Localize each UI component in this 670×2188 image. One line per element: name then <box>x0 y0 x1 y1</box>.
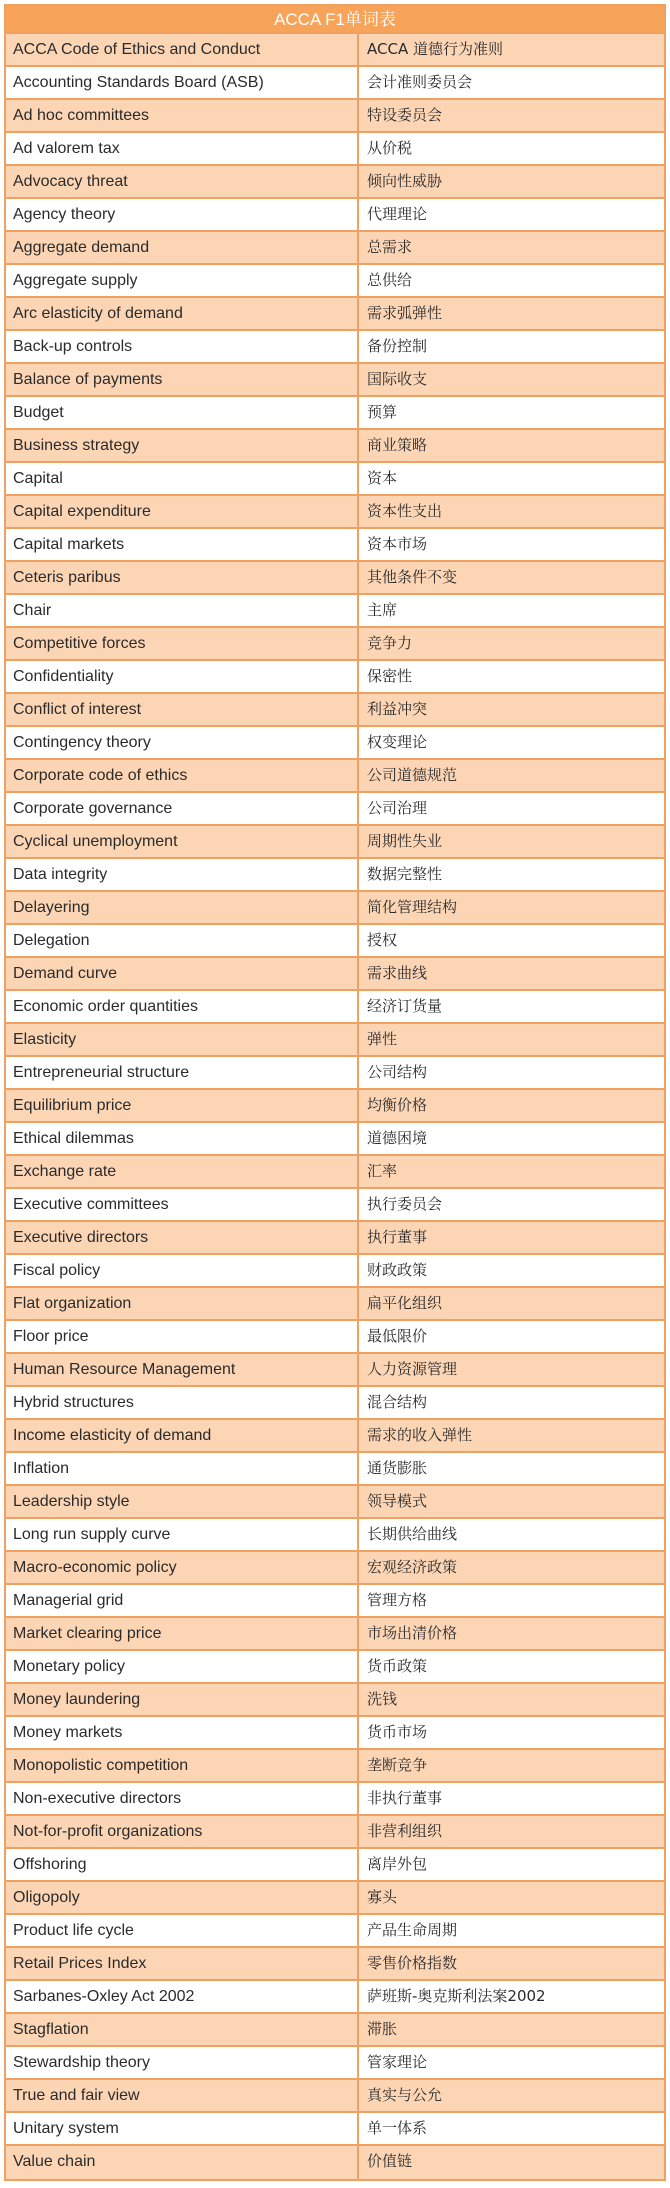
term-english: Offshoring <box>6 1849 359 1880</box>
term-english: Economic order quantities <box>6 991 359 1022</box>
term-chinese: 真实与公允 <box>367 2086 443 2104</box>
term-chinese: 市场出清价格 <box>367 1624 458 1642</box>
term-english: Capital <box>6 463 359 494</box>
glossary-table <box>4 4 666 2181</box>
term-english: Inflation <box>6 1453 359 1484</box>
term-english: Oligopoly <box>6 1882 359 1913</box>
term-english: Sarbanes-Oxley Act 2002 <box>6 1981 359 2012</box>
term-english: Human Resource Management <box>6 1354 359 1385</box>
table-row <box>6 826 664 859</box>
term-chinese: 扁平化组织 <box>367 1294 443 1312</box>
term-english: Long run supply curve <box>6 1519 359 1550</box>
table-row <box>6 34 664 67</box>
term-english: Agency theory <box>6 199 359 230</box>
term-chinese: 领导模式 <box>367 1492 428 1510</box>
table-row <box>6 2146 664 2179</box>
table-row <box>6 1453 664 1486</box>
table-row <box>6 793 664 826</box>
table-row <box>6 1255 664 1288</box>
table-row <box>6 1585 664 1618</box>
term-chinese: 人力资源管理 <box>367 1360 458 1378</box>
term-english: Aggregate supply <box>6 265 359 296</box>
table-row <box>6 1849 664 1882</box>
table-row <box>6 925 664 958</box>
term-english: Chair <box>6 595 359 626</box>
term-english: Market clearing price <box>6 1618 359 1649</box>
term-chinese: ACCA 道德行为准则 <box>367 40 503 58</box>
term-english: Unitary system <box>6 2113 359 2144</box>
term-english: Corporate code of ethics <box>6 760 359 791</box>
term-chinese: 其他条件不变 <box>367 568 458 586</box>
table-row <box>6 397 664 430</box>
table-row <box>6 1024 664 1057</box>
term-english: Stewardship theory <box>6 2047 359 2078</box>
term-chinese: 离岸外包 <box>367 1855 428 1873</box>
term-english: Aggregate demand <box>6 232 359 263</box>
table-row <box>6 529 664 562</box>
table-row <box>6 496 664 529</box>
table-row <box>6 2113 664 2146</box>
term-english: Cyclical unemployment <box>6 826 359 857</box>
term-english: Flat organization <box>6 1288 359 1319</box>
term-chinese: 混合结构 <box>367 1393 428 1411</box>
term-chinese: 权变理论 <box>367 733 428 751</box>
table-row <box>6 298 664 331</box>
table-row <box>6 133 664 166</box>
term-english: Budget <box>6 397 359 428</box>
table-row <box>6 1057 664 1090</box>
term-chinese: 需求曲线 <box>367 964 428 982</box>
term-english: Non-executive directors <box>6 1783 359 1814</box>
table-row <box>6 1420 664 1453</box>
term-chinese: 资本市场 <box>367 535 428 553</box>
term-chinese: 最低限价 <box>367 1327 428 1345</box>
table-row <box>6 100 664 133</box>
term-chinese: 非营利组织 <box>367 1822 443 1840</box>
term-english: Corporate governance <box>6 793 359 824</box>
term-english: Product life cycle <box>6 1915 359 1946</box>
table-row <box>6 265 664 298</box>
table-row <box>6 1552 664 1585</box>
term-english: Stagflation <box>6 2014 359 2045</box>
term-chinese: 公司治理 <box>367 799 428 817</box>
term-english: Accounting Standards Board (ASB) <box>6 67 359 98</box>
table-row <box>6 463 664 496</box>
table-row <box>6 1651 664 1684</box>
table-body <box>6 34 664 2179</box>
term-english: Managerial grid <box>6 1585 359 1616</box>
term-english: ACCA Code of Ethics and Conduct <box>6 34 359 65</box>
table-row <box>6 958 664 991</box>
term-english: Retail Prices Index <box>6 1948 359 1979</box>
term-chinese: 竞争力 <box>367 634 413 652</box>
term-chinese: 长期供给曲线 <box>367 1525 458 1543</box>
term-english: Leadership style <box>6 1486 359 1517</box>
term-chinese: 从价税 <box>367 139 413 157</box>
table-row <box>6 166 664 199</box>
table-row <box>6 1750 664 1783</box>
table-row <box>6 1684 664 1717</box>
term-english: Macro-economic policy <box>6 1552 359 1583</box>
term-chinese: 垄断竞争 <box>367 1756 428 1774</box>
term-chinese: 经济订货量 <box>367 997 443 1015</box>
term-english: Monetary policy <box>6 1651 359 1682</box>
table-row <box>6 1783 664 1816</box>
table-row <box>6 694 664 727</box>
term-chinese: 单一体系 <box>367 2119 428 2137</box>
term-chinese: 寡头 <box>367 1888 398 1906</box>
term-english: Money laundering <box>6 1684 359 1715</box>
table-title: ACCA F1单词表 <box>6 6 664 34</box>
table-row <box>6 1288 664 1321</box>
term-english: Income elasticity of demand <box>6 1420 359 1451</box>
term-english: Monopolistic competition <box>6 1750 359 1781</box>
term-english: True and fair view <box>6 2080 359 2111</box>
table-row <box>6 595 664 628</box>
term-chinese: 需求的收入弹性 <box>367 1426 473 1444</box>
term-chinese: 保密性 <box>367 667 413 685</box>
term-chinese: 均衡价格 <box>367 1096 428 1114</box>
term-chinese: 汇率 <box>367 1162 398 1180</box>
table-row <box>6 1156 664 1189</box>
table-row <box>6 1354 664 1387</box>
term-chinese: 货币市场 <box>367 1723 428 1741</box>
term-chinese: 倾向性威胁 <box>367 172 443 190</box>
table-row <box>6 430 664 463</box>
term-english: Executive committees <box>6 1189 359 1220</box>
term-chinese: 滞胀 <box>367 2020 398 2038</box>
term-english: Contingency theory <box>6 727 359 758</box>
table-row <box>6 562 664 595</box>
table-row <box>6 991 664 1024</box>
term-english: Entrepreneurial structure <box>6 1057 359 1088</box>
term-english: Capital expenditure <box>6 496 359 527</box>
term-chinese: 宏观经济政策 <box>367 1558 458 1576</box>
table-row <box>6 760 664 793</box>
table-row <box>6 1948 664 1981</box>
table-row <box>6 364 664 397</box>
term-english: Balance of payments <box>6 364 359 395</box>
term-chinese: 洗钱 <box>367 1690 398 1708</box>
term-english: Value chain <box>6 2146 359 2179</box>
table-row <box>6 1981 664 2014</box>
term-chinese: 主席 <box>367 601 398 619</box>
term-english: Advocacy threat <box>6 166 359 197</box>
term-english: Exchange rate <box>6 1156 359 1187</box>
term-english: Ceteris paribus <box>6 562 359 593</box>
term-english: Competitive forces <box>6 628 359 659</box>
term-english: Floor price <box>6 1321 359 1352</box>
term-chinese: 管理方格 <box>367 1591 428 1609</box>
term-english: Conflict of interest <box>6 694 359 725</box>
term-chinese: 代理理论 <box>367 205 428 223</box>
term-english: Money markets <box>6 1717 359 1748</box>
table-row <box>6 1915 664 1948</box>
table-row <box>6 727 664 760</box>
table-row <box>6 199 664 232</box>
table-row <box>6 661 664 694</box>
term-english: Data integrity <box>6 859 359 890</box>
term-chinese: 数据完整性 <box>367 865 443 883</box>
term-chinese: 执行董事 <box>367 1228 428 1246</box>
term-chinese: 产品生命周期 <box>367 1921 458 1939</box>
term-chinese: 周期性失业 <box>367 832 443 850</box>
term-chinese: 公司结构 <box>367 1063 428 1081</box>
term-chinese: 萨班斯-奥克斯利法案2002 <box>367 1987 546 2005</box>
term-english: Fiscal policy <box>6 1255 359 1286</box>
term-chinese: 零售价格指数 <box>367 1954 458 1972</box>
term-english: Back-up controls <box>6 331 359 362</box>
table-row <box>6 892 664 925</box>
term-chinese: 弹性 <box>367 1030 398 1048</box>
term-chinese: 授权 <box>367 931 398 949</box>
term-chinese: 非执行董事 <box>367 1789 443 1807</box>
term-english: Ad valorem tax <box>6 133 359 164</box>
term-english: Not-for-profit organizations <box>6 1816 359 1847</box>
term-chinese: 国际收支 <box>367 370 428 388</box>
table-row <box>6 1123 664 1156</box>
term-chinese: 资本 <box>367 469 398 487</box>
term-chinese: 道德困境 <box>367 1129 428 1147</box>
table-row <box>6 1090 664 1123</box>
term-chinese: 商业策略 <box>367 436 428 454</box>
term-chinese: 特设委员会 <box>367 106 443 124</box>
term-chinese: 会计准则委员会 <box>367 73 473 91</box>
term-chinese: 资本性支出 <box>367 502 443 520</box>
term-chinese: 总供给 <box>367 271 413 289</box>
term-english: Ethical dilemmas <box>6 1123 359 1154</box>
table-row <box>6 859 664 892</box>
term-english: Equilibrium price <box>6 1090 359 1121</box>
table-row <box>6 1387 664 1420</box>
term-chinese: 公司道德规范 <box>367 766 458 784</box>
term-chinese: 总需求 <box>367 238 413 256</box>
term-english: Business strategy <box>6 430 359 461</box>
term-chinese: 备份控制 <box>367 337 428 355</box>
table-row <box>6 2080 664 2113</box>
term-english: Elasticity <box>6 1024 359 1055</box>
term-english: Hybrid structures <box>6 1387 359 1418</box>
term-english: Demand curve <box>6 958 359 989</box>
term-chinese: 管家理论 <box>367 2053 428 2071</box>
term-english: Delayering <box>6 892 359 923</box>
table-row <box>6 2047 664 2080</box>
term-english: Executive directors <box>6 1222 359 1253</box>
table-row <box>6 1486 664 1519</box>
table-row <box>6 1321 664 1354</box>
table-row <box>6 67 664 100</box>
term-english: Confidentiality <box>6 661 359 692</box>
term-chinese: 简化管理结构 <box>367 898 458 916</box>
table-row <box>6 1222 664 1255</box>
table-row <box>6 628 664 661</box>
table-row <box>6 1816 664 1849</box>
term-chinese: 财政政策 <box>367 1261 428 1279</box>
table-row <box>6 1189 664 1222</box>
table-row <box>6 1882 664 1915</box>
term-english: Delegation <box>6 925 359 956</box>
term-english: Ad hoc committees <box>6 100 359 131</box>
table-row <box>6 1717 664 1750</box>
term-chinese: 通货膨胀 <box>367 1459 428 1477</box>
term-chinese: 货币政策 <box>367 1657 428 1675</box>
term-english: Arc elasticity of demand <box>6 298 359 329</box>
term-chinese: 价值链 <box>367 2152 413 2170</box>
table-row <box>6 232 664 265</box>
term-english: Capital markets <box>6 529 359 560</box>
table-row <box>6 1618 664 1651</box>
term-chinese: 预算 <box>367 403 398 421</box>
table-row <box>6 331 664 364</box>
table-row <box>6 2014 664 2047</box>
term-chinese: 需求弧弹性 <box>367 304 443 322</box>
table-row <box>6 1519 664 1552</box>
term-chinese: 利益冲突 <box>367 700 428 718</box>
term-chinese: 执行委员会 <box>367 1195 443 1213</box>
